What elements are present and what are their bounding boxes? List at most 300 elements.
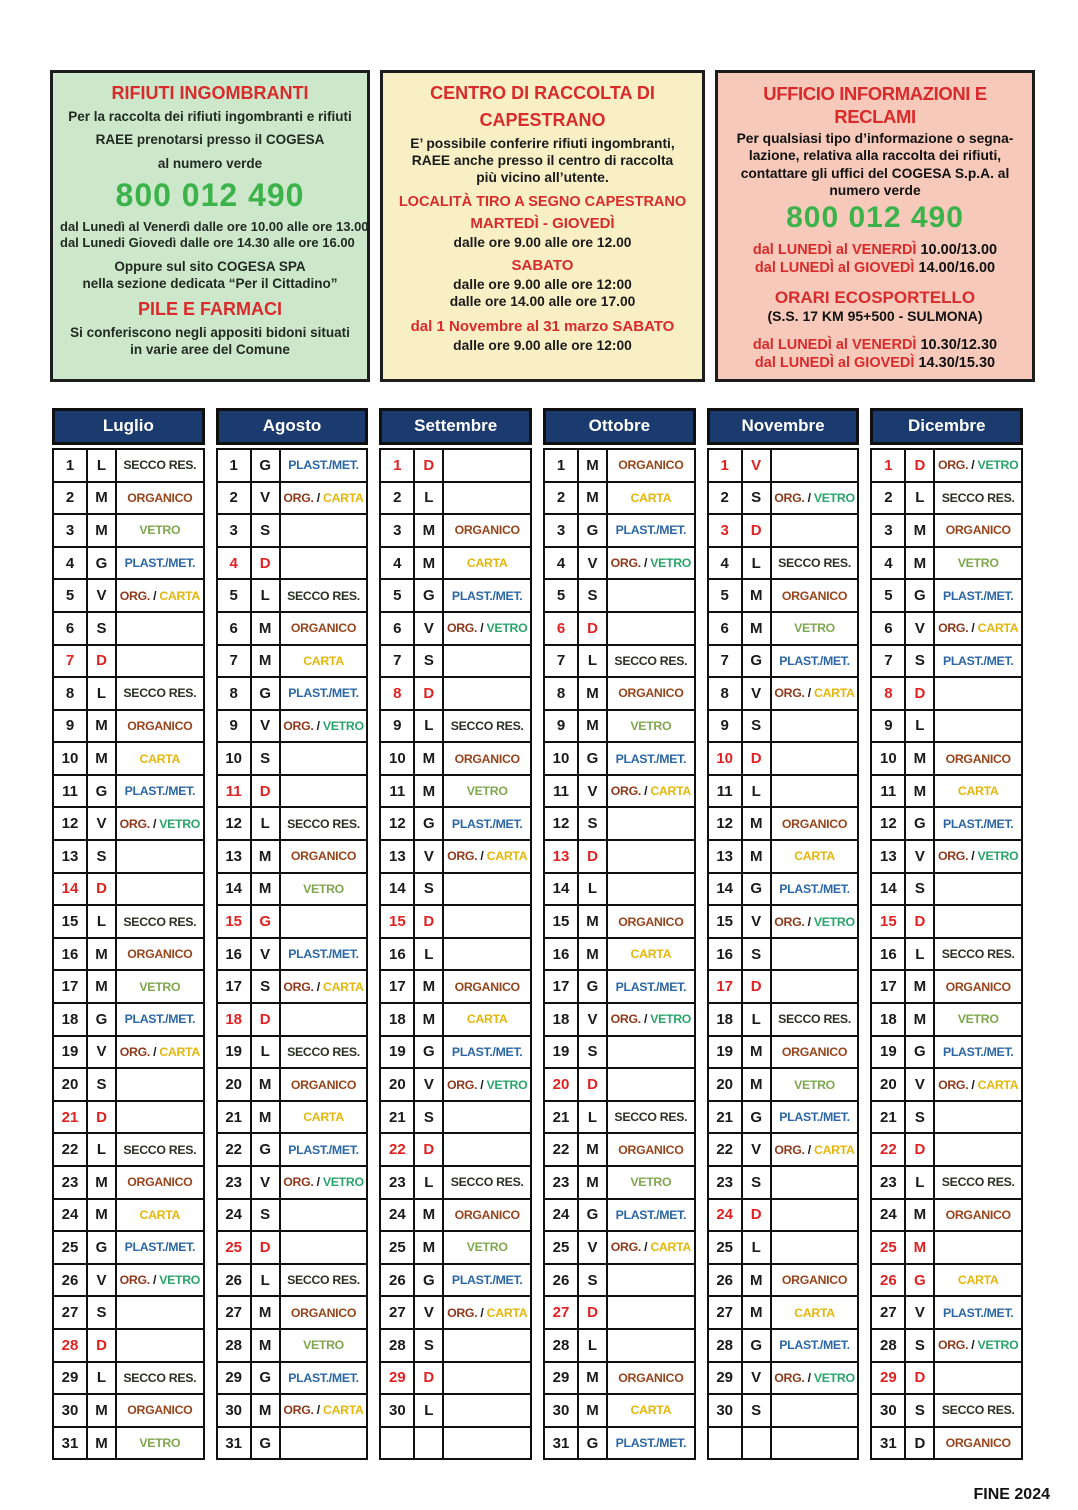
day-letter: M [87, 1394, 116, 1427]
day-number: 22 [544, 1133, 578, 1166]
day-number: 14 [871, 873, 905, 906]
day-letter: M [742, 807, 771, 840]
day-waste [443, 873, 531, 906]
day-letter: D [414, 677, 443, 710]
day-letter: V [87, 1036, 116, 1069]
waste-label-organico: ORG. [610, 1012, 641, 1027]
day-letter: G [414, 807, 443, 840]
day-number: 13 [380, 840, 414, 873]
day-row [53, 579, 204, 612]
day-letter: M [87, 482, 116, 515]
waste-label-plastmet: PLAST./MET. [779, 1338, 850, 1353]
waste-label-carta: CARTA [466, 556, 508, 571]
day-number: 27 [217, 1296, 251, 1329]
day-letter: D [414, 449, 443, 482]
waste-label-organico: ORGANICO [454, 979, 520, 994]
day-waste [116, 807, 204, 840]
day-number: 8 [871, 677, 905, 710]
day-letter: V [742, 677, 771, 710]
day-number: 10 [544, 742, 578, 775]
day-number: 20 [53, 1068, 87, 1101]
waste-label-plastmet: PLAST./MET. [288, 947, 359, 962]
day-number: 22 [380, 1133, 414, 1166]
day-waste [280, 1329, 368, 1362]
waste-label-organico: ORG. [283, 490, 314, 505]
day-letter: D [87, 1101, 116, 1134]
waste-label-separator: / [149, 816, 160, 831]
day-number: 20 [871, 1068, 905, 1101]
day-row [380, 1231, 531, 1264]
day-row [217, 1231, 368, 1264]
day-row [53, 1133, 204, 1166]
bulky-hours1: dal Lunedì al Venerdì dalle ore 10.00 alle ore 13.00 [60, 219, 369, 235]
day-number: 30 [708, 1394, 742, 1427]
day-number: 22 [871, 1133, 905, 1166]
day-number: 7 [380, 645, 414, 678]
day-letter: M [905, 775, 934, 808]
day-waste [443, 1296, 531, 1329]
day-letter: M [742, 1296, 771, 1329]
day-waste [280, 645, 368, 678]
day-number: 11 [544, 775, 578, 808]
waste-label-plastmet: PLAST./MET. [779, 653, 850, 668]
day-waste [934, 1036, 1022, 1069]
day-letter: D [905, 677, 934, 710]
day-letter [742, 1427, 771, 1460]
waste-label-separator: / [477, 1077, 487, 1092]
month-header: Dicembre [870, 408, 1023, 445]
day-letter: L [742, 1003, 771, 1036]
waste-label-seccores: SECCO RES. [450, 718, 524, 733]
day-number: 11 [53, 775, 87, 808]
day-letter: L [578, 1101, 607, 1134]
waste-label-organico: ORGANICO [781, 816, 848, 831]
day-number: 26 [380, 1264, 414, 1297]
waste-label-vetro: VETRO [813, 914, 855, 929]
center-days2: SABATO [511, 256, 574, 274]
day-letter: M [87, 938, 116, 971]
day-waste [607, 1362, 695, 1395]
day-waste [771, 645, 859, 678]
day-letter: L [905, 482, 934, 515]
day-row [380, 482, 531, 515]
day-letter: M [578, 1394, 607, 1427]
waste-label-seccores: SECCO RES. [123, 686, 197, 701]
day-letter: G [251, 677, 280, 710]
day-waste [443, 579, 531, 612]
day-row [217, 1133, 368, 1166]
day-letter: V [742, 1362, 771, 1395]
day-row [53, 807, 204, 840]
waste-label-organico: ORG. [774, 490, 805, 505]
day-waste [771, 1231, 859, 1264]
day-row [217, 1427, 368, 1460]
day-number: 24 [53, 1199, 87, 1232]
waste-label-carta: CARTA [303, 1110, 344, 1125]
waste-label-carta: CARTA [814, 1142, 855, 1157]
day-waste [280, 612, 368, 645]
waste-label-vetro: VETRO [630, 1175, 672, 1190]
day-number: 14 [53, 873, 87, 906]
day-waste [771, 1036, 859, 1069]
day-row [708, 1427, 859, 1460]
day-number: 15 [871, 905, 905, 938]
day-waste [116, 1199, 204, 1232]
day-number: 28 [217, 1329, 251, 1362]
waste-label-carta: CARTA [159, 588, 200, 603]
day-number: 4 [53, 547, 87, 580]
day-waste [934, 710, 1022, 743]
day-number: 30 [544, 1394, 578, 1427]
waste-label-organico: ORGANICO [618, 1142, 684, 1157]
waste-label-organico: ORGANICO [290, 621, 357, 636]
day-letter: L [251, 1264, 280, 1297]
day-number: 1 [708, 449, 742, 482]
day-letter: G [414, 1036, 443, 1069]
day-number: 16 [380, 938, 414, 971]
waste-label-organico: ORG. [610, 556, 641, 571]
day-number: 11 [217, 775, 251, 808]
waste-label-separator: / [640, 1240, 651, 1255]
day-waste [116, 1362, 204, 1395]
day-row [544, 840, 695, 873]
day-letter: G [87, 775, 116, 808]
day-number: 18 [53, 1003, 87, 1036]
day-waste [116, 1101, 204, 1134]
day-row [871, 1003, 1022, 1036]
day-number: 27 [53, 1296, 87, 1329]
day-number: 29 [53, 1362, 87, 1395]
month-table [707, 448, 860, 1460]
waste-label-organico: ORGANICO [290, 1077, 357, 1092]
day-letter: V [578, 775, 607, 808]
day-letter: V [414, 1068, 443, 1101]
waste-label-separator: / [804, 490, 814, 505]
day-row [544, 1003, 695, 1036]
day-row [871, 742, 1022, 775]
day-letter: M [578, 710, 607, 743]
day-row [53, 482, 204, 515]
day-letter: M [251, 1329, 280, 1362]
waste-label-carta: CARTA [630, 947, 672, 962]
day-row [708, 710, 859, 743]
day-letter: D [414, 1133, 443, 1166]
day-row [380, 1296, 531, 1329]
waste-label-organico: ORGANICO [127, 490, 193, 505]
day-row [53, 645, 204, 678]
day-waste [934, 1362, 1022, 1395]
day-waste [934, 1003, 1022, 1036]
day-number: 28 [53, 1329, 87, 1362]
day-letter: S [251, 1199, 280, 1232]
month-header: Luglio [52, 408, 205, 445]
day-letter: M [578, 482, 607, 515]
day-row [871, 449, 1022, 482]
day-number: 6 [544, 612, 578, 645]
day-row [544, 579, 695, 612]
day-waste [771, 1003, 859, 1036]
day-letter: L [578, 645, 607, 678]
waste-label-organico: ORG. [283, 718, 314, 733]
day-waste [280, 677, 368, 710]
day-waste [771, 1394, 859, 1427]
waste-label-vetro: VETRO [159, 816, 201, 831]
day-waste [934, 1264, 1022, 1297]
day-letter: G [251, 1362, 280, 1395]
day-number: 7 [708, 645, 742, 678]
day-number: 26 [871, 1264, 905, 1297]
day-row [871, 677, 1022, 710]
month-table [379, 448, 532, 1460]
day-number: 30 [217, 1394, 251, 1427]
day-row [217, 677, 368, 710]
waste-label-organico: ORGANICO [945, 751, 1011, 766]
day-letter: S [905, 1394, 934, 1427]
day-number: 9 [544, 710, 578, 743]
day-row [871, 1296, 1022, 1329]
waste-label-vetro: VETRO [813, 490, 855, 505]
waste-label-separator: / [968, 621, 978, 636]
day-number: 26 [217, 1264, 251, 1297]
day-letter: S [251, 742, 280, 775]
day-number [380, 1427, 414, 1460]
day-waste [116, 1166, 204, 1199]
day-waste [771, 742, 859, 775]
office-body3: contattare gli uffici del COGESA S.p.A. al [740, 165, 1010, 181]
day-row [217, 1166, 368, 1199]
waste-label-plastmet: PLAST./MET. [288, 458, 359, 473]
waste-label-plastmet: PLAST./MET. [288, 1370, 359, 1385]
waste-label-vetro: VETRO [977, 1338, 1019, 1353]
day-letter: S [251, 970, 280, 1003]
day-row [708, 742, 859, 775]
day-number: 19 [53, 1036, 87, 1069]
day-waste [607, 1296, 695, 1329]
waste-label-plastmet: PLAST./MET. [942, 816, 1014, 831]
day-row [871, 1329, 1022, 1362]
day-number: 24 [544, 1199, 578, 1232]
waste-label-plastmet: PLAST./MET. [942, 1305, 1014, 1320]
day-letter: G [905, 1036, 934, 1069]
day-number: 16 [53, 938, 87, 971]
day-waste [443, 1036, 531, 1069]
day-row [708, 840, 859, 873]
waste-label-organico: ORG. [283, 1403, 314, 1418]
day-number: 8 [544, 677, 578, 710]
day-row [217, 1101, 368, 1134]
waste-label-organico: ORG. [446, 1077, 478, 1092]
day-waste [607, 1329, 695, 1362]
day-waste [280, 449, 368, 482]
center-hours1: dalle ore 9.00 alle ore 12.00 [453, 234, 632, 250]
day-number: 8 [708, 677, 742, 710]
day-row [871, 645, 1022, 678]
day-letter: M [578, 1166, 607, 1199]
day-row [871, 970, 1022, 1003]
waste-label-carta: CARTA [630, 1403, 672, 1418]
day-number: 18 [871, 1003, 905, 1036]
day-letter: D [251, 1231, 280, 1264]
waste-label-carta: CARTA [630, 490, 672, 505]
day-waste [934, 1231, 1022, 1264]
office-body4: numero verde [829, 182, 921, 198]
day-number: 9 [217, 710, 251, 743]
day-waste [934, 1394, 1022, 1427]
ecosportello-address: (S.S. 17 KM 95+500 - SULMONA) [767, 308, 983, 325]
day-letter: G [578, 970, 607, 1003]
day-number: 1 [544, 449, 578, 482]
day-waste [771, 482, 859, 515]
day-letter: S [87, 1068, 116, 1101]
day-letter: M [251, 840, 280, 873]
day-row [871, 1199, 1022, 1232]
sched-time: 14.00/16.00 [918, 259, 996, 276]
waste-label-separator: / [804, 1370, 814, 1385]
day-number: 23 [380, 1166, 414, 1199]
day-row [380, 1199, 531, 1232]
day-number: 25 [217, 1231, 251, 1264]
day-number: 21 [871, 1101, 905, 1134]
day-number: 28 [871, 1329, 905, 1362]
day-number: 17 [544, 970, 578, 1003]
day-row [217, 547, 368, 580]
day-waste [607, 1133, 695, 1166]
day-number: 30 [380, 1394, 414, 1427]
day-row [380, 1362, 531, 1395]
day-row [544, 1133, 695, 1166]
day-number: 9 [53, 710, 87, 743]
day-number: 22 [53, 1133, 87, 1166]
day-waste [443, 1231, 531, 1264]
waste-label-organico: ORGANICO [945, 979, 1011, 994]
waste-label-separator: / [313, 979, 323, 994]
waste-label-organico: ORGANICO [454, 523, 520, 538]
day-row [871, 807, 1022, 840]
day-waste [443, 1166, 531, 1199]
day-waste [771, 1362, 859, 1395]
day-waste [116, 677, 204, 710]
day-waste [934, 1133, 1022, 1166]
day-row [217, 612, 368, 645]
day-number: 23 [53, 1166, 87, 1199]
day-number: 5 [708, 579, 742, 612]
waste-label-vetro: VETRO [466, 1240, 508, 1255]
center-body2: RAEE anche presso il centro di raccolta [411, 153, 674, 169]
day-number: 14 [380, 873, 414, 906]
day-waste [771, 807, 859, 840]
day-waste [771, 775, 859, 808]
sched-time: 14.30/15.30 [918, 354, 996, 371]
waste-label-organico: ORG. [774, 1142, 805, 1157]
day-row [708, 1394, 859, 1427]
day-row [871, 1068, 1022, 1101]
day-waste [771, 1101, 859, 1134]
waste-label-plastmet: PLAST./MET. [288, 686, 359, 701]
day-number: 31 [544, 1427, 578, 1460]
day-number: 3 [544, 514, 578, 547]
month-settembre [379, 408, 532, 1460]
waste-label-carta: CARTA [794, 849, 835, 864]
waste-label-plastmet: PLAST./MET. [124, 1012, 196, 1027]
day-letter: M [414, 514, 443, 547]
office-body2: lazione, relativa alla raccolta dei rifiuti, [748, 148, 1002, 164]
day-letter: M [742, 1068, 771, 1101]
day-row [544, 1231, 695, 1264]
day-number: 19 [708, 1036, 742, 1069]
waste-label-organico: ORGANICO [127, 1175, 193, 1190]
day-number [708, 1427, 742, 1460]
day-letter: M [905, 514, 934, 547]
day-number: 7 [871, 645, 905, 678]
day-waste [116, 1068, 204, 1101]
waste-label-separator: / [149, 1044, 160, 1059]
day-waste [116, 449, 204, 482]
day-number: 24 [708, 1199, 742, 1232]
day-waste [934, 1101, 1022, 1134]
pile-farmaci-line2: in varie aree del Comune [130, 341, 290, 357]
waste-label-organico: ORG. [283, 1175, 314, 1190]
day-letter: V [251, 710, 280, 743]
day-waste [116, 905, 204, 938]
month-header: Novembre [707, 408, 860, 445]
day-letter: M [414, 1231, 443, 1264]
day-number: 25 [53, 1231, 87, 1264]
day-number: 27 [380, 1296, 414, 1329]
day-waste [934, 938, 1022, 971]
bulky-line3: al numero verde [157, 156, 263, 172]
day-row [708, 449, 859, 482]
day-row [380, 1036, 531, 1069]
eco-sched-row [723, 336, 1027, 354]
center-days1: MARTEDÌ - GIOVEDÌ [470, 214, 615, 232]
office-sched-row [723, 241, 1027, 259]
center-title1: CENTRO DI RACCOLTA DI [430, 83, 655, 103]
day-number: 29 [708, 1362, 742, 1395]
day-waste [607, 677, 695, 710]
day-waste [607, 840, 695, 873]
day-row [53, 970, 204, 1003]
waste-label-plastmet: PLAST./MET. [615, 1436, 687, 1451]
day-number: 30 [53, 1394, 87, 1427]
day-number: 20 [544, 1068, 578, 1101]
waste-label-vetro: VETRO [650, 1012, 692, 1027]
day-letter: D [742, 1199, 771, 1232]
day-row [53, 1231, 204, 1264]
day-waste [443, 677, 531, 710]
day-waste [934, 1199, 1022, 1232]
day-letter: L [414, 938, 443, 971]
day-letter: M [414, 1199, 443, 1232]
waste-label-organico: ORG. [119, 1273, 150, 1288]
bulky-line1: Per la raccolta dei rifiuti ingombranti e rifiuti [68, 108, 352, 124]
office-title: UFFICIO INFORMAZIONI E RECLAMI [763, 83, 987, 128]
day-waste [607, 645, 695, 678]
waste-label-carta: CARTA [814, 686, 855, 701]
day-number: 1 [53, 449, 87, 482]
waste-label-plastmet: PLAST./MET. [124, 1240, 196, 1255]
day-letter: G [251, 905, 280, 938]
day-waste [607, 1036, 695, 1069]
waste-label-vetro: VETRO [303, 1338, 344, 1353]
day-row [53, 677, 204, 710]
day-waste [280, 514, 368, 547]
day-number: 28 [708, 1329, 742, 1362]
waste-label-vetro: VETRO [957, 1012, 999, 1027]
day-number: 27 [708, 1296, 742, 1329]
day-row [871, 1427, 1022, 1460]
day-number: 15 [544, 905, 578, 938]
day-waste [607, 710, 695, 743]
